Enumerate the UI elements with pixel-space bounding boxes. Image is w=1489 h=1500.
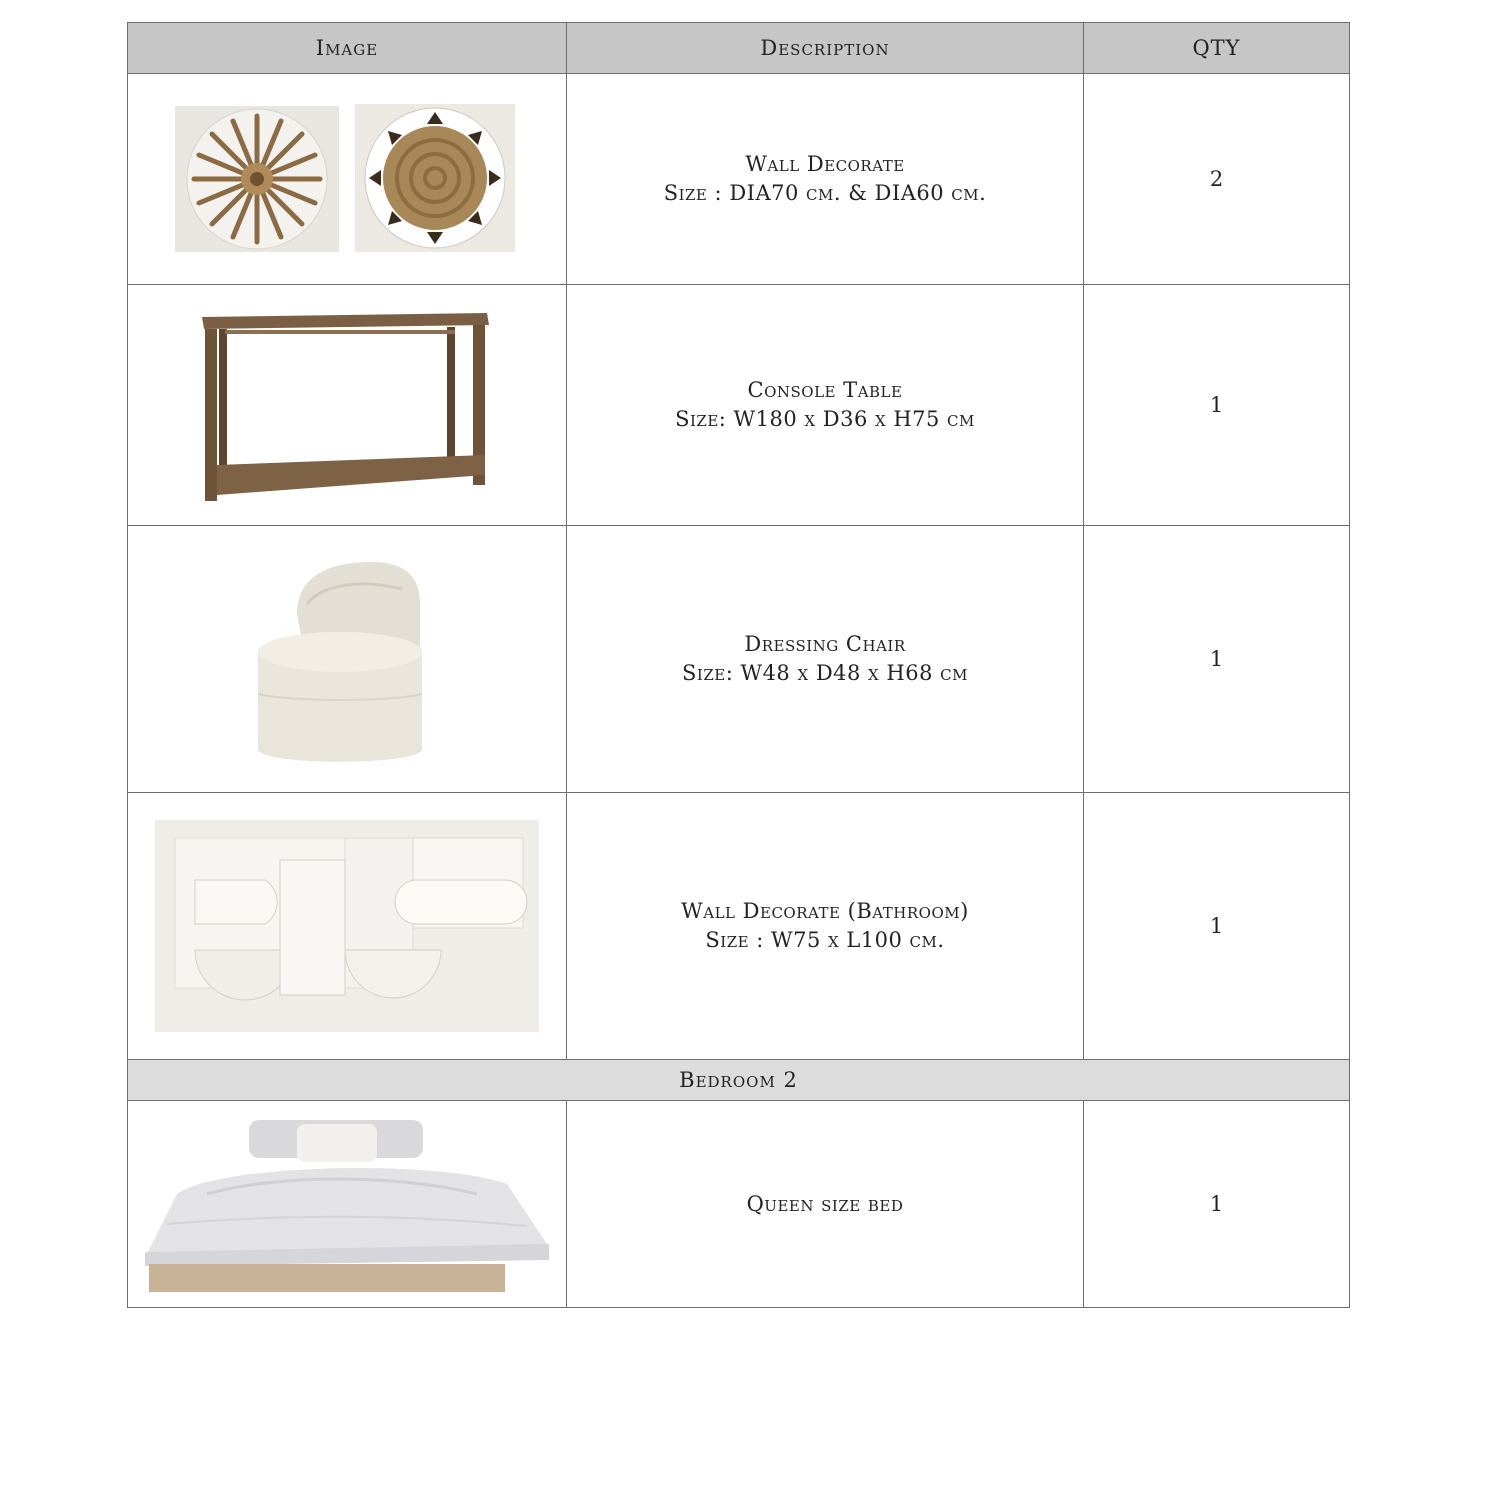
image-cell: [128, 793, 567, 1060]
item-name: Wall Decorate: [745, 152, 905, 176]
item-name: Console Table: [747, 378, 903, 402]
table-row: [128, 1101, 1350, 1308]
item-name: Wall Decorate (Bathroom): [681, 899, 969, 923]
table-row: [128, 74, 1350, 285]
description-cell: [567, 1101, 1084, 1308]
description-cell: [567, 526, 1084, 793]
description-cell: [567, 74, 1084, 285]
dressing-chair-image: [252, 544, 442, 774]
item-size: Size: W180 x D36 x H75 cm: [675, 407, 975, 431]
image-cell: [128, 285, 567, 526]
qty-cell: 1: [1084, 526, 1350, 793]
plaster-wall-art-image: [155, 820, 539, 1032]
woven-wall-plates-image: [175, 104, 520, 254]
image-cell: [128, 526, 567, 793]
qty-cell: 2: [1084, 74, 1350, 285]
item-size: Size : W75 x L100 cm.: [705, 928, 945, 952]
item-size: Size : DIA70 cm. & DIA60 cm.: [663, 181, 987, 205]
console-table-image: [197, 305, 497, 505]
table-row: [128, 285, 1350, 526]
description-cell: [567, 285, 1084, 526]
header-description: Description: [567, 23, 1084, 74]
furniture-schedule-table: [127, 22, 1350, 1308]
qty-cell: 1: [1084, 285, 1350, 526]
section-title: Bedroom 2: [128, 1060, 1350, 1101]
item-name: Dressing Chair: [744, 632, 906, 656]
item-size: Size: W48 x D48 x H68 cm: [682, 661, 968, 685]
qty-cell: 1: [1084, 1101, 1350, 1308]
image-cell: [128, 74, 567, 285]
description-cell: [567, 793, 1084, 1060]
header-qty: QTY: [1084, 23, 1350, 74]
table-row: [128, 526, 1350, 793]
queen-bed-image: [137, 1114, 557, 1294]
table-row: [128, 793, 1350, 1060]
qty-cell: 1: [1084, 793, 1350, 1060]
image-cell: [128, 1101, 567, 1308]
item-name: Queen size bed: [746, 1191, 904, 1216]
header-image: Image: [128, 23, 567, 74]
section-row: [128, 1060, 1350, 1101]
table-header-row: [128, 23, 1350, 74]
